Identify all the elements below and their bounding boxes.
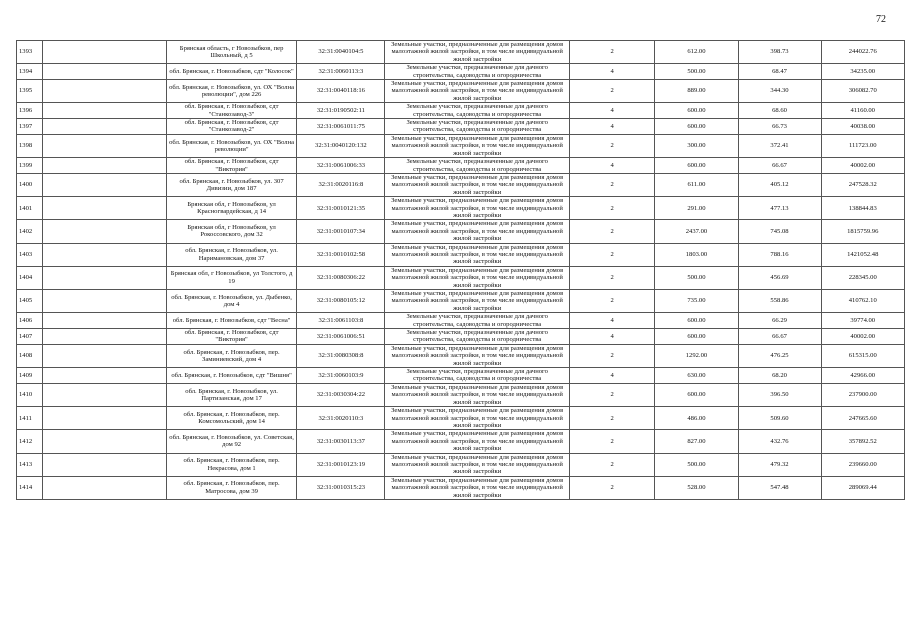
cadastral-number-cell: 32:31:0010107:34	[297, 220, 385, 243]
area-cell: 2437.00	[655, 220, 738, 243]
area-cell: 600.00	[655, 158, 738, 174]
address-cell: обл. Брянская, г. Новозыбков, ул. Советская, дом 92	[166, 430, 297, 453]
permitted-use-cell: Земельные участки, предназначенные для дачного строительства, садоводства и огородничества	[385, 368, 570, 384]
area-cell: 735.00	[655, 290, 738, 313]
use-group-cell: 4	[569, 158, 654, 174]
unit-value-cell: 479.32	[738, 453, 821, 476]
empty-cell	[42, 368, 166, 384]
cadastral-value-cell: 237900.00	[821, 383, 905, 406]
cadastral-number-cell: 32:31:0040120:132	[297, 134, 385, 157]
area-cell: 630.00	[655, 368, 738, 384]
permitted-use-cell: Земельные участки, предназначенные для дачного строительства, садоводства и огородничества	[385, 119, 570, 135]
table-row	[17, 266, 905, 289]
cadastral-number-cell: 32:31:0080105:12	[297, 290, 385, 313]
area-cell: 600.00	[655, 313, 738, 329]
cadastral-number-cell: 32:31:0061006:33	[297, 158, 385, 174]
use-group-cell: 2	[569, 453, 654, 476]
empty-cell	[42, 173, 166, 196]
empty-cell	[42, 476, 166, 499]
cadastral-value-cell: 239660.00	[821, 453, 905, 476]
area-cell: 827.00	[655, 430, 738, 453]
row-number-cell: 1396	[17, 103, 43, 119]
empty-cell	[42, 134, 166, 157]
cadastral-value-cell: 42966.00	[821, 368, 905, 384]
cadastral-value-cell: 410762.10	[821, 290, 905, 313]
cadastral-value-cell: 34235.00	[821, 64, 905, 80]
address-cell: обл. Брянская, г. Новозыбков, сдт "Виктория"	[166, 329, 297, 345]
table-body	[17, 41, 905, 500]
permitted-use-cell: Земельные участки, предназначенные для размещения домов малоэтажной жилой застройки, в том числе индивидуальной жилой застройки	[385, 197, 570, 220]
empty-cell	[42, 41, 166, 64]
permitted-use-cell: Земельные участки, предназначенные для размещения домов малоэтажной жилой застройки, в том числе индивидуальной жилой застройки	[385, 430, 570, 453]
empty-cell	[42, 197, 166, 220]
address-cell: обл. Брянская, г. Новозыбков, ул. Дыбенко, дом 4	[166, 290, 297, 313]
area-cell: 600.00	[655, 329, 738, 345]
empty-cell	[42, 220, 166, 243]
cadastral-value-cell: 615315.00	[821, 344, 905, 367]
cadastral-number-cell: 32:31:0010102:58	[297, 243, 385, 266]
cadastral-value-cell: 306082.70	[821, 80, 905, 103]
cadastral-value-cell: 1815759.96	[821, 220, 905, 243]
unit-value-cell: 68.60	[738, 103, 821, 119]
row-number-cell: 1393	[17, 41, 43, 64]
use-group-cell: 2	[569, 173, 654, 196]
unit-value-cell: 509.60	[738, 407, 821, 430]
table-row	[17, 158, 905, 174]
address-cell: Брянская область, г Новозыбков, пер Школьный, д 5	[166, 41, 297, 64]
row-number-cell: 1414	[17, 476, 43, 499]
cadastral-number-cell: 32:31:0061006:51	[297, 329, 385, 345]
cadastral-number-cell: 32:31:0040118:16	[297, 80, 385, 103]
empty-cell	[42, 266, 166, 289]
cadastral-number-cell: 32:31:0061103:8	[297, 313, 385, 329]
area-cell: 1292.00	[655, 344, 738, 367]
permitted-use-cell: Земельные участки, предназначенные для размещения домов малоэтажной жилой застройки, в том числе индивидуальной жилой застройки	[385, 476, 570, 499]
cadastral-number-cell: 32:31:0030113:37	[297, 430, 385, 453]
address-cell: обл. Брянская, г. Новозыбков, сдт "Станкозавод-3"	[166, 103, 297, 119]
area-cell: 611.00	[655, 173, 738, 196]
empty-cell	[42, 290, 166, 313]
cadastral-number-cell: 32:31:0030304:22	[297, 383, 385, 406]
row-number-cell: 1395	[17, 80, 43, 103]
area-cell: 500.00	[655, 453, 738, 476]
area-cell: 1803.00	[655, 243, 738, 266]
use-group-cell: 4	[569, 119, 654, 135]
row-number-cell: 1402	[17, 220, 43, 243]
table-row	[17, 290, 905, 313]
table-row	[17, 453, 905, 476]
empty-cell	[42, 64, 166, 80]
permitted-use-cell: Земельные участки, предназначенные для размещения домов малоэтажной жилой застройки, в том числе индивидуальной жилой застройки	[385, 80, 570, 103]
permitted-use-cell: Земельные участки, предназначенные для размещения домов малоэтажной жилой застройки, в том числе индивидуальной жилой застройки	[385, 407, 570, 430]
unit-value-cell: 547.48	[738, 476, 821, 499]
cadastral-number-cell: 32:31:0020110:3	[297, 407, 385, 430]
unit-value-cell: 476.25	[738, 344, 821, 367]
cadastral-value-cell: 357892.52	[821, 430, 905, 453]
unit-value-cell: 66.67	[738, 329, 821, 345]
area-cell: 300.00	[655, 134, 738, 157]
address-cell: Брянская обл, г Новозыбков, ул Рокоссовского, дом 32	[166, 220, 297, 243]
empty-cell	[42, 243, 166, 266]
use-group-cell: 2	[569, 344, 654, 367]
permitted-use-cell: Земельные участки, предназначенные для размещения домов малоэтажной жилой застройки, в том числе индивидуальной жилой застройки	[385, 41, 570, 64]
cadastral-number-cell: 32:31:0080308:8	[297, 344, 385, 367]
unit-value-cell: 66.67	[738, 158, 821, 174]
address-cell: обл. Брянская, г. Новозыбков, сдт "Колосок"	[166, 64, 297, 80]
area-cell: 600.00	[655, 103, 738, 119]
cadastral-number-cell: 32:31:0080306:22	[297, 266, 385, 289]
unit-value-cell: 788.16	[738, 243, 821, 266]
address-cell: обл. Брянская, г. Новозыбков, ул. 307 Дивизии, дом 187	[166, 173, 297, 196]
empty-cell	[42, 103, 166, 119]
use-group-cell: 2	[569, 197, 654, 220]
address-cell: обл. Брянская, г. Новозыбков, пер. Комсомольский, дом 14	[166, 407, 297, 430]
row-number-cell: 1400	[17, 173, 43, 196]
permitted-use-cell: Земельные участки, предназначенные для размещения домов малоэтажной жилой застройки, в том числе индивидуальной жилой застройки	[385, 173, 570, 196]
unit-value-cell: 66.29	[738, 313, 821, 329]
table-row	[17, 64, 905, 80]
table-row	[17, 344, 905, 367]
use-group-cell: 2	[569, 220, 654, 243]
unit-value-cell: 68.47	[738, 64, 821, 80]
address-cell: обл. Брянская, г. Новозыбков, сдт "Весна"	[166, 313, 297, 329]
unit-value-cell: 372.41	[738, 134, 821, 157]
cadastral-value-cell: 111723.00	[821, 134, 905, 157]
area-cell: 486.00	[655, 407, 738, 430]
table-row	[17, 383, 905, 406]
permitted-use-cell: Земельные участки, предназначенные для размещения домов малоэтажной жилой застройки, в том числе индивидуальной жилой застройки	[385, 383, 570, 406]
empty-cell	[42, 407, 166, 430]
address-cell: обл. Брянская, г. Новозыбков, ул. Партизанская, дом 17	[166, 383, 297, 406]
cadastral-value-cell: 1421052.48	[821, 243, 905, 266]
area-cell: 291.00	[655, 197, 738, 220]
row-number-cell: 1404	[17, 266, 43, 289]
cadastral-value-cell: 39774.00	[821, 313, 905, 329]
permitted-use-cell: Земельные участки, предназначенные для размещения домов малоэтажной жилой застройки, в том числе индивидуальной жилой застройки	[385, 266, 570, 289]
table-row	[17, 173, 905, 196]
unit-value-cell: 477.13	[738, 197, 821, 220]
use-group-cell: 2	[569, 476, 654, 499]
row-number-cell: 1398	[17, 134, 43, 157]
row-number-cell: 1413	[17, 453, 43, 476]
address-cell: обл. Брянская, г. Новозыбков, сдт "Вишня"	[166, 368, 297, 384]
permitted-use-cell: Земельные участки, предназначенные для дачного строительства, садоводства и огородничества	[385, 158, 570, 174]
row-number-cell: 1405	[17, 290, 43, 313]
table-row	[17, 103, 905, 119]
row-number-cell: 1406	[17, 313, 43, 329]
row-number-cell: 1411	[17, 407, 43, 430]
table-row	[17, 430, 905, 453]
row-number-cell: 1399	[17, 158, 43, 174]
use-group-cell: 2	[569, 407, 654, 430]
row-number-cell: 1410	[17, 383, 43, 406]
area-cell: 600.00	[655, 119, 738, 135]
area-cell: 600.00	[655, 383, 738, 406]
cadastral-number-cell: 32:31:0010315:23	[297, 476, 385, 499]
permitted-use-cell: Земельные участки, предназначенные для размещения домов малоэтажной жилой застройки, в том числе индивидуальной жилой застройки	[385, 220, 570, 243]
unit-value-cell: 344.30	[738, 80, 821, 103]
table-row	[17, 407, 905, 430]
permitted-use-cell: Земельные участки, предназначенные для дачного строительства, садоводства и огородничества	[385, 103, 570, 119]
permitted-use-cell: Земельные участки, предназначенные для дачного строительства, садоводства и огородничества	[385, 64, 570, 80]
empty-cell	[42, 383, 166, 406]
address-cell: обл. Брянская, г. Новозыбков, ул. ОХ "Волна революции"	[166, 134, 297, 157]
area-cell: 612.00	[655, 41, 738, 64]
empty-cell	[42, 344, 166, 367]
address-cell: обл. Брянская, г. Новозыбков, пер. Матросова, дом 39	[166, 476, 297, 499]
permitted-use-cell: Земельные участки, предназначенные для дачного строительства, садоводства и огородничества	[385, 329, 570, 345]
permitted-use-cell: Земельные участки, предназначенные для размещения домов малоэтажной жилой застройки, в том числе индивидуальной жилой застройки	[385, 134, 570, 157]
use-group-cell: 4	[569, 329, 654, 345]
table-row	[17, 476, 905, 499]
unit-value-cell: 456.69	[738, 266, 821, 289]
cadastral-value-cell: 247528.32	[821, 173, 905, 196]
permitted-use-cell: Земельные участки, предназначенные для размещения домов малоэтажной жилой застройки, в том числе индивидуальной жилой застройки	[385, 453, 570, 476]
area-cell: 889.00	[655, 80, 738, 103]
unit-value-cell: 396.50	[738, 383, 821, 406]
cadastral-number-cell: 32:31:0061011:75	[297, 119, 385, 135]
table-row	[17, 220, 905, 243]
cadastral-number-cell: 32:31:0020116:8	[297, 173, 385, 196]
unit-value-cell: 66.73	[738, 119, 821, 135]
address-cell: обл. Брянская, г. Новозыбков, сдт "Виктория"	[166, 158, 297, 174]
area-cell: 528.00	[655, 476, 738, 499]
cadastral-value-cell: 40038.00	[821, 119, 905, 135]
address-cell: обл. Брянская, г. Новозыбков, сдт "Станкозавод-2"	[166, 119, 297, 135]
table-row	[17, 368, 905, 384]
table-row	[17, 197, 905, 220]
address-cell: обл. Брянская, г. Новозыбков, пер. Заминиевский, дом 4	[166, 344, 297, 367]
cadastral-value-cell: 244022.76	[821, 41, 905, 64]
cadastral-value-cell: 40002.00	[821, 329, 905, 345]
permitted-use-cell: Земельные участки, предназначенные для дачного строительства, садоводства и огородничества	[385, 313, 570, 329]
table-row	[17, 134, 905, 157]
unit-value-cell: 745.08	[738, 220, 821, 243]
use-group-cell: 2	[569, 134, 654, 157]
row-number-cell: 1401	[17, 197, 43, 220]
permitted-use-cell: Земельные участки, предназначенные для размещения домов малоэтажной жилой застройки, в том числе индивидуальной жилой застройки	[385, 344, 570, 367]
empty-cell	[42, 453, 166, 476]
page-number: 72	[876, 14, 886, 25]
table-row	[17, 80, 905, 103]
unit-value-cell: 558.86	[738, 290, 821, 313]
address-cell: Брянская обл, г Новозыбков, ул Толстого, д 19	[166, 266, 297, 289]
row-number-cell: 1407	[17, 329, 43, 345]
unit-value-cell: 398.73	[738, 41, 821, 64]
empty-cell	[42, 329, 166, 345]
empty-cell	[42, 119, 166, 135]
use-group-cell: 2	[569, 290, 654, 313]
row-number-cell: 1412	[17, 430, 43, 453]
unit-value-cell: 68.20	[738, 368, 821, 384]
use-group-cell: 4	[569, 64, 654, 80]
table-row	[17, 329, 905, 345]
address-cell: обл. Брянская, г. Новозыбков, ул. Наримановская, дом 37	[166, 243, 297, 266]
use-group-cell: 4	[569, 368, 654, 384]
table-row	[17, 313, 905, 329]
use-group-cell: 4	[569, 313, 654, 329]
address-cell: обл. Брянская, г. Новозыбков, ул. ОХ "Волна революции", дом 226	[166, 80, 297, 103]
permitted-use-cell: Земельные участки, предназначенные для размещения домов малоэтажной жилой застройки, в том числе индивидуальной жилой застройки	[385, 290, 570, 313]
cadastral-number-cell: 32:31:0010123:19	[297, 453, 385, 476]
table-row	[17, 243, 905, 266]
use-group-cell: 2	[569, 266, 654, 289]
row-number-cell: 1409	[17, 368, 43, 384]
empty-cell	[42, 313, 166, 329]
cadastral-value-cell: 289069.44	[821, 476, 905, 499]
use-group-cell: 2	[569, 383, 654, 406]
use-group-cell: 2	[569, 243, 654, 266]
cadastral-number-cell: 32:31:0010121:35	[297, 197, 385, 220]
address-cell: Брянская обл, г Новозыбков, ул Красногвардейская, д 14	[166, 197, 297, 220]
permitted-use-cell: Земельные участки, предназначенные для размещения домов малоэтажной жилой застройки, в том числе индивидуальной жилой застройки	[385, 243, 570, 266]
area-cell: 500.00	[655, 266, 738, 289]
row-number-cell: 1408	[17, 344, 43, 367]
cadastral-value-cell: 247665.60	[821, 407, 905, 430]
use-group-cell: 4	[569, 103, 654, 119]
row-number-cell: 1397	[17, 119, 43, 135]
row-number-cell: 1403	[17, 243, 43, 266]
area-cell: 500.00	[655, 64, 738, 80]
cadastral-value-cell: 138844.83	[821, 197, 905, 220]
cadastral-number-cell: 32:31:0060113:3	[297, 64, 385, 80]
cadastral-value-cell: 228345.00	[821, 266, 905, 289]
cadastral-value-cell: 40002.00	[821, 158, 905, 174]
empty-cell	[42, 430, 166, 453]
address-cell: обл. Брянская, г. Новозыбков, пер. Некрасова, дом 1	[166, 453, 297, 476]
land-plots-table	[16, 40, 905, 500]
unit-value-cell: 405.12	[738, 173, 821, 196]
use-group-cell: 2	[569, 430, 654, 453]
table-row	[17, 41, 905, 64]
cadastral-number-cell: 32:31:0060103:9	[297, 368, 385, 384]
unit-value-cell: 432.76	[738, 430, 821, 453]
table-row	[17, 119, 905, 135]
use-group-cell: 2	[569, 41, 654, 64]
cadastral-number-cell: 32:31:0040104:5	[297, 41, 385, 64]
use-group-cell: 2	[569, 80, 654, 103]
empty-cell	[42, 158, 166, 174]
empty-cell	[42, 80, 166, 103]
cadastral-value-cell: 41160.00	[821, 103, 905, 119]
cadastral-number-cell: 32:31:0190502:11	[297, 103, 385, 119]
row-number-cell: 1394	[17, 64, 43, 80]
